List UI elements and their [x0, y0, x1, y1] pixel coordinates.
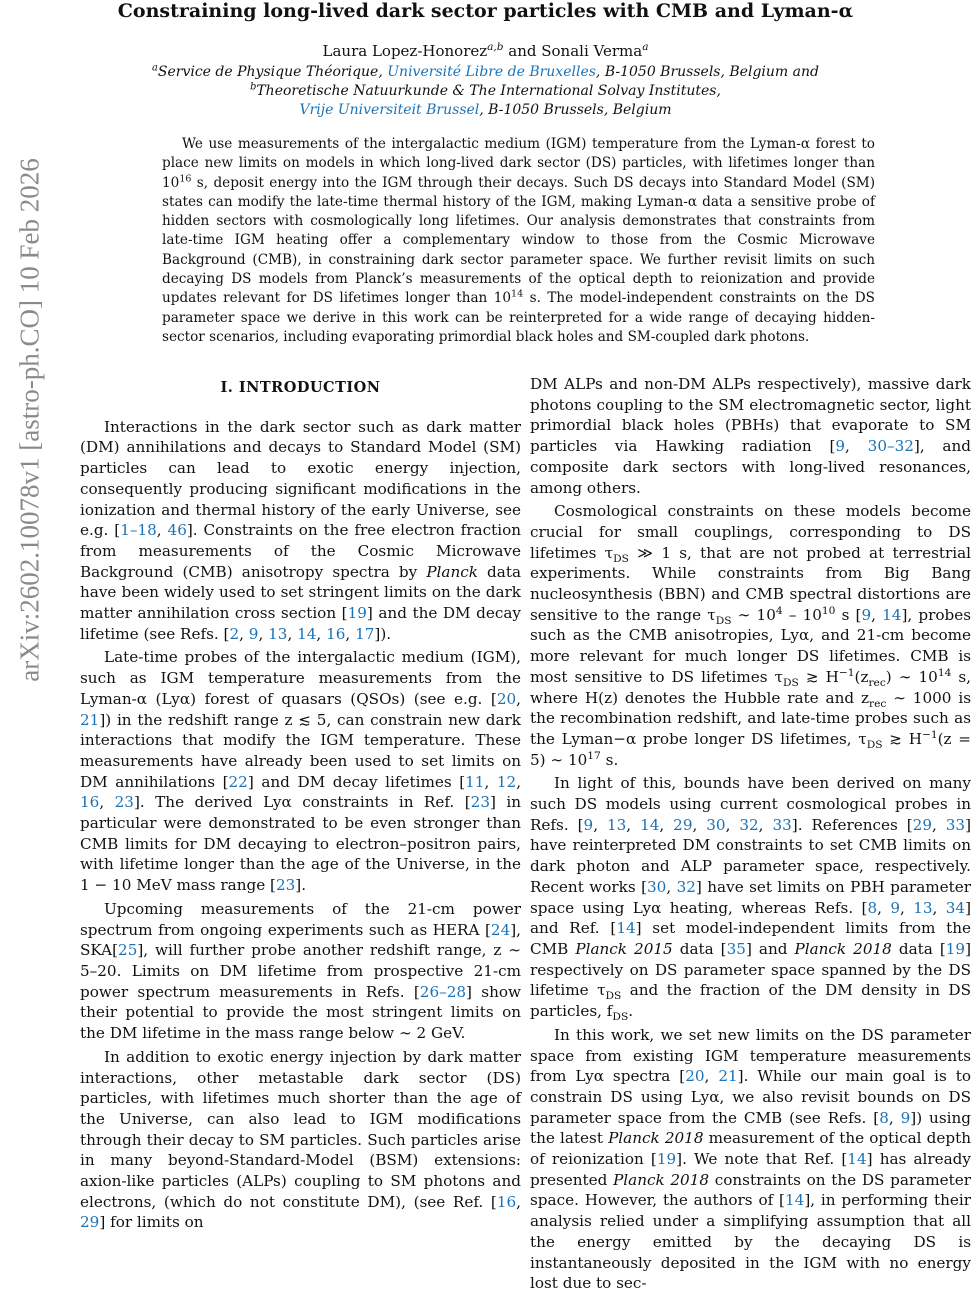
citation-link[interactable]: 34: [945, 898, 966, 917]
institution-link[interactable]: Vrije Universiteit Brussel: [299, 102, 480, 118]
citation-link[interactable]: 30–32: [867, 437, 914, 456]
citation-link[interactable]: 13: [268, 624, 288, 643]
citation-link[interactable]: 8: [879, 1108, 889, 1127]
paragraph: Cosmological constraints on these models become crucial for small couplings, corresponding to DS lifetimes $\tau_{DS}$ ≫ 1 s, that are not probed at terrestrial experiments. While constraints from Big Bang nucleosynthesis (BBN) and CMB spectral distortions are sensitive to the range $\tau_{DS}$ ∼ $10^4 - 10^{10}$ s [9, 14], probes such as the CMB anisotropies, Lyα, and 21-cm become more relevant for much longer DS lifetimes. CMB is most sensitive to DS lifetimes $\tau_{DS}$ ≳ $H^{-1}(z_{rec})$ ∼ $10^{14}$ s, where H(z) denotes the Hubble rate and $z_{rec}$ ∼ 1000 is the recombination redshift, and late-time probes such as the Lyman−α probe longer DS lifetimes, $\tau_{DS}$ ≳ $H^{-1}(z = 5)$ ∼ $10^{17}$ s.: [530, 502, 971, 769]
citation-link[interactable]: 11: [465, 772, 485, 791]
citation-link[interactable]: 29: [912, 815, 932, 834]
citation-link[interactable]: 24: [490, 920, 511, 939]
citation-link[interactable]: 1–18: [120, 521, 157, 540]
citation-link[interactable]: 21: [718, 1067, 738, 1086]
citation-link[interactable]: 9: [583, 815, 594, 834]
citation-link[interactable]: 29: [80, 1213, 100, 1232]
section-heading: I. INTRODUCTION: [220, 379, 381, 396]
citation-link[interactable]: 13: [913, 898, 933, 917]
citation-link[interactable]: 35: [726, 939, 746, 958]
citation-link[interactable]: 13: [606, 815, 627, 834]
citation-link[interactable]: 19: [656, 1150, 677, 1169]
citation-link[interactable]: 14: [616, 919, 636, 938]
citation-link[interactable]: 19: [945, 939, 966, 958]
paper-title: Constraining long-lived dark sector particles with CMB and Lyman-α: [117, 0, 854, 22]
citation-link[interactable]: 9: [835, 437, 846, 456]
citation-link[interactable]: 26–28: [419, 982, 467, 1001]
citation-link[interactable]: 22: [228, 772, 248, 791]
citation-link[interactable]: 9: [890, 898, 901, 917]
affiliation-marker: a,b: [487, 41, 504, 53]
paragraph: In light of this, bounds have been derived on many such DS models using current cosmological probes in Refs. [9, 13, 14, 29, 30, 32, 33]. References [29, 33] have reinterpreted DM constraints to set CMB limits on dark photon and ALP parameter space, respectively. Recent works [30, 32] have set limits on PBH parameter space using Lyα heating, whereas Refs. [8, 9, 13, 34] and Ref. [14] set model-independent limits from the CMB Planck 2015 data [35] and Planck 2018 data [19] respectively on DS parameter space spanned by the DS lifetime $\tau_{DS}$ and the fraction of the DM density in DS particles, $f_{DS}$.: [530, 774, 971, 1024]
citation-link[interactable]: 33: [945, 815, 966, 834]
citation-link[interactable]: 17: [355, 624, 375, 643]
affiliations: [0, 63, 971, 120]
paragraph: Interactions in the dark sector such as dark matter (DM) annihilations and decays to Standard Model (SM) particles can lead to exotic energy injection, consequently producing significant modifications in the ionization and thermal history of the early Universe, see e.g. [1–18, 46]. Constraints on the free electron fraction from measurements of the Cosmic Microwave Background (CMB) anisotropy spectra by Planck data have been widely used to set stringent limits on the dark matter annihilation cross section [19] and the DM decay lifetime (see Refs. [2, 9, 13, 14, 16, 17]).: [80, 417, 522, 643]
citation-link[interactable]: 23: [275, 876, 296, 895]
arxiv-id-text: arXiv:2602.10078v1 [astro-ph.CO] 10 Feb 2026: [14, 158, 45, 682]
citation-link[interactable]: 9: [861, 605, 872, 624]
citation-link[interactable]: 30: [647, 877, 667, 896]
paragraph: Late-time probes of the intergalactic medium (IGM), such as IGM temperature measurements from the Lyman-α (Lyα) forest of quasars (QSOs) (see e.g. [20, 21]) in the redshift range z ≲ 5, can constrain new dark interactions that modify the IGM temperature. These measurements have already been used to set limits on DM annihilations [22] and DM decay lifetimes [11, 12, 16, 23]. The derived Lyα constraints in Ref. [23] in particular were demonstrated to be even stronger than CMB limits for DM decaying to electron–positron pairs, with lifetime longer than the age of the Universe, in the 1 − 10 MeV mass range [23].: [80, 648, 522, 895]
abstract-paragraph: We use measurements of the intergalactic medium (IGM) temperature from the Lyman-α forest to place new limits on models in which long-lived dark sector (DS) particles, with lifetimes longer than $10^{16}$ s, deposit energy into the IGM through their decays. Such DS decays into Standard Model (SM) states can modify the late-time thermal history of the IGM, making Lyman-α data a sensitive probe of hidden sectors with cosmologically long lifetimes. Our analysis demonstrates that constraints from late-time IGM heating offer a complementary window to those from the Cosmic Microwave Background (CMB), in constraining dark sector parameter space. We further revisit limits on such decaying DS models from Planck’s measurements of the optical depth to reionization and provide updates relevant for DS lifetimes longer than $10^{14}$ s. The model-independent constraints on the DS parameter space we derive in this work can be reinterpreted for a wide range of decaying hidden-sector scenarios, including evaporating primordial black holes and SM-coupled dark photons.: [162, 136, 875, 345]
paragraph: DM ALPs and non-DM ALPs respectively), massive dark photons coupling to the SM electromagnetic sector, light primordial black holes (PBHs) that evaporate to SM particles via Hawking radiation [9, 30–32], and composite dark sectors with long-lived resonances, among others.: [530, 375, 971, 497]
institution-link[interactable]: Université Libre de Bruxelles: [387, 64, 596, 80]
citation-link[interactable]: 32: [676, 877, 696, 896]
citation-link[interactable]: 23: [470, 793, 490, 812]
citation-link[interactable]: 46: [167, 521, 187, 540]
citation-link[interactable]: 21: [80, 710, 100, 729]
affiliation-b-line2: Vrije Universiteit Brussel, B-1050 Brussels, Belgium: [299, 102, 672, 118]
citation-link[interactable]: 23: [114, 793, 134, 812]
citation-link[interactable]: 12: [496, 772, 517, 791]
affiliation-marker: a: [642, 41, 649, 53]
author-name: Laura Lopez-Honorez: [322, 42, 488, 60]
citation-link[interactable]: 9: [900, 1108, 911, 1127]
citation-link[interactable]: 30: [706, 815, 726, 834]
affiliation-b: $^b$Theoretische Natuurkunde & The International Solvay Institutes,: [250, 81, 721, 99]
author-name: Sonali Verma: [541, 42, 643, 60]
citation-link[interactable]: 14: [784, 1191, 805, 1210]
citation-link[interactable]: 33: [772, 815, 792, 834]
citation-link[interactable]: 25: [118, 941, 138, 960]
citation-link[interactable]: 29: [673, 815, 693, 834]
paragraph: In addition to exotic energy injection by dark matter interactions, other metastable dark sector (DS) particles, with lifetimes much shorter than the age of the Universe, can also lead to IGM modifications through their decay to SM particles. Such particles arise in many beyond-Standard-Model (BSM) extensions: axion-like particles (ALPs) coupling to SM photons and electrons, (which do not constitute DM), (see Ref. [16, 29] for limits on: [80, 1047, 521, 1232]
citation-link[interactable]: 9: [248, 624, 259, 643]
right-column: [530, 374, 971, 1297]
citation-link[interactable]: 2: [229, 624, 240, 643]
abstract: [162, 135, 875, 347]
citation-link[interactable]: 8: [867, 898, 878, 917]
affiliation-a: $^a$Service de Physique Théorique, Université Libre de Bruxelles, B-1050 Brussels, Belgium and: [152, 62, 819, 80]
citation-link[interactable]: 14: [297, 624, 317, 643]
arxiv-identifier-stamp: [10, 158, 50, 682]
author-conjunction: and: [503, 42, 542, 60]
paragraph: In this work, we set new limits on the DS parameter space from existing IGM temperature measurements from Lyα spectra [20, 21]. While our main goal is to constrain DS using Lyα, we also revisit bounds on DS parameter space from the CMB (see Refs. [8, 9]) using the latest Planck 2018 measurement of the optical depth of reionization [19]. We note that Ref. [14] has already presented Planck 2018 constraints on the DS parameter space. However, the authors of [14], in performing their analysis relied under a simplifying assumption that all the energy emitted by the decaying DS is instantaneously deposited in the IGM with no energy lost due to sec-: [530, 1025, 971, 1293]
left-column: [80, 374, 521, 1236]
author-list: [0, 42, 971, 60]
citation-link[interactable]: 19: [347, 604, 367, 623]
citation-link[interactable]: 20: [685, 1067, 705, 1086]
paragraph: Upcoming measurements of the 21-cm power spectrum from ongoing experiments such as HERA [24], SKA[25], will further probe another redshift range, z ∼ 5–20. Limits on DM lifetime from prospective 21-cm power spectrum measurements in Refs. [26–28] show their potential to provide the most stringent limits on the DM lifetime in the mass range below ∼ 2 GeV.: [80, 899, 522, 1043]
citation-link[interactable]: 14: [847, 1150, 867, 1169]
citation-link[interactable]: 32: [739, 815, 759, 834]
citation-link[interactable]: 20: [496, 689, 517, 708]
citation-link[interactable]: 14: [882, 605, 902, 624]
citation-link[interactable]: 16: [80, 793, 100, 812]
citation-link[interactable]: 14: [640, 815, 660, 834]
citation-link[interactable]: 16: [496, 1192, 517, 1211]
citation-link[interactable]: 16: [326, 624, 346, 643]
